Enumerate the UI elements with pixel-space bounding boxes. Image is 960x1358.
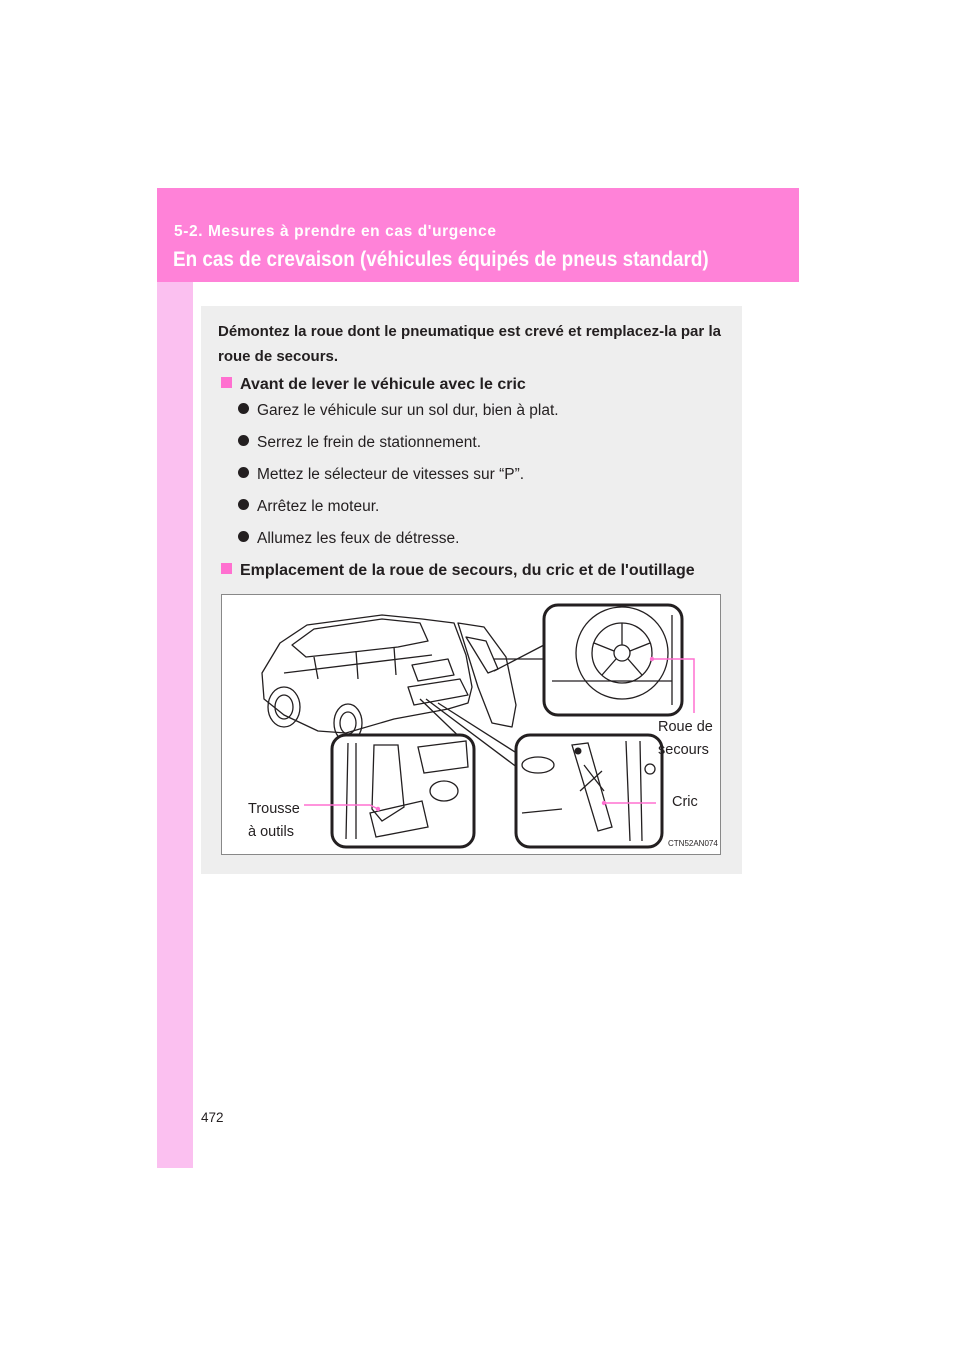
- bullet-item: [238, 530, 459, 548]
- tool-kit-marker-icon: [376, 807, 380, 811]
- bullet-item: [238, 466, 524, 484]
- bullet-dot-icon: [238, 467, 249, 478]
- square-bullet-icon: [221, 563, 232, 574]
- bullet-text: Allumez les feux de détresse.: [257, 530, 460, 547]
- section-heading-locations: [221, 562, 695, 580]
- bullet-text: Arrêtez le moteur.: [257, 498, 380, 515]
- bullet-text: Garez le véhicule sur un sol dur, bien à plat.: [257, 402, 559, 419]
- side-strip: [157, 188, 193, 1168]
- bullet-text: Serrez le frein de stationnement.: [257, 434, 482, 451]
- tool-kit-callout: [248, 798, 300, 844]
- square-bullet-icon: [221, 377, 232, 388]
- bullet-item: [238, 402, 559, 420]
- callout-line: Roue de: [658, 719, 713, 735]
- spare-tire-marker-icon: [650, 657, 654, 661]
- jack-marker-icon: [602, 801, 606, 805]
- section-heading-before-jacking: [221, 376, 526, 394]
- tool-kit-inset: [332, 735, 474, 847]
- callout-line: Trousse: [248, 801, 300, 817]
- location-illustration: [221, 594, 721, 855]
- intro-text: Démontez la roue dont le pneumatique est crevé et remplacez-la par la roue de secours.: [218, 323, 721, 365]
- bullet-item: [238, 434, 481, 452]
- bullet-item: [238, 498, 379, 516]
- jack-callout: Cric: [672, 794, 698, 810]
- bullet-dot-icon: [238, 403, 249, 414]
- spare-tire-inset: [544, 605, 682, 715]
- callout-line: secours: [658, 742, 709, 758]
- bullet-text: Mettez le sélecteur de vitesses sur “P”.: [257, 466, 525, 483]
- figure-code: CTN52AN074: [668, 839, 718, 848]
- bullet-dot-icon: [238, 499, 249, 510]
- heading-text: Emplacement de la roue de secours, du cric et de l'outillage: [240, 562, 695, 579]
- page-number: 472: [201, 1110, 224, 1125]
- page-title: En cas de crevaison (véhicules équipés de pneus standard): [173, 248, 709, 271]
- vehicle-drawing: [262, 615, 516, 742]
- callout-line: à outils: [248, 824, 294, 840]
- bullet-dot-icon: [238, 531, 249, 542]
- jack-inset: [516, 735, 662, 847]
- spare-tire-callout: [658, 716, 713, 762]
- heading-text: Avant de lever le véhicule avec le cric: [240, 376, 526, 393]
- section-label: 5-2. Mesures à prendre en cas d'urgence: [174, 223, 497, 240]
- bullet-dot-icon: [238, 435, 249, 446]
